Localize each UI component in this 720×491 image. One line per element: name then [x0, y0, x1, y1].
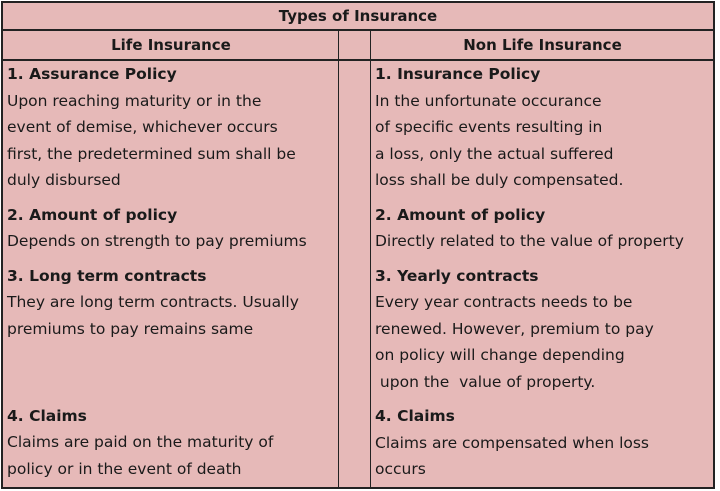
- section-text: Claims are compensated when loss: [375, 433, 650, 452]
- section-text: occurs: [375, 460, 426, 478]
- nonlife-column: [375, 61, 711, 491]
- section-heading: 2. Amount of policy: [7, 205, 178, 224]
- section-text: first, the predetermined sum shall be: [7, 144, 296, 163]
- section-text: premiums to pay remains same: [7, 319, 254, 338]
- nonlife-section-1: [375, 61, 711, 194]
- life-column: [7, 61, 335, 490]
- section-heading: 4. Claims: [375, 407, 455, 425]
- spacer: [7, 342, 335, 369]
- section-text: duly disbursed: [7, 171, 121, 189]
- section-text: renewed. However, premium to pay: [375, 319, 654, 338]
- section-heading: 1. Insurance Policy: [375, 65, 541, 83]
- section-text: Depends on strength to pay premiums: [7, 232, 307, 250]
- life-insurance-header: Life Insurance: [111, 36, 231, 54]
- section-text: of specific events resulting in: [375, 118, 603, 136]
- life-section-4: [7, 403, 335, 483]
- section-heading: 3. Long term contracts: [7, 266, 207, 285]
- section-text: In the unfortunate occurance: [375, 91, 602, 110]
- life-section-3: [7, 263, 335, 369]
- section-text: upon the value of property.: [375, 372, 596, 391]
- section-text: a loss, only the actual suffered: [375, 144, 614, 163]
- section-text: loss shall be duly compensated.: [375, 171, 624, 189]
- life-section-2: [7, 202, 335, 255]
- section-text: on policy will change depending: [375, 346, 625, 364]
- section-text: Claims are paid on the maturity of: [7, 433, 274, 451]
- section-text: Upon reaching maturity or in the: [7, 91, 262, 110]
- section-heading: 3. Yearly contracts: [375, 266, 539, 285]
- section-text: event of demise, whichever occurs: [7, 118, 278, 136]
- section-text: They are long term contracts. Usually: [7, 293, 299, 311]
- life-section-1: [7, 61, 335, 194]
- non-life-insurance-header: Non Life Insurance: [463, 36, 622, 54]
- column-divider-right: [370, 31, 371, 487]
- section-text: Directly related to the value of property: [375, 232, 684, 250]
- section-heading: 1. Assurance Policy: [7, 65, 177, 83]
- header-row: [3, 31, 713, 61]
- table-title: Types of Insurance: [3, 3, 713, 31]
- section-heading: 2. Amount of policy: [375, 205, 546, 224]
- insurance-table: [1, 1, 715, 489]
- section-heading: 4. Claims: [7, 406, 87, 425]
- nonlife-section-3: [375, 263, 711, 396]
- section-text: policy or in the event of death: [7, 459, 242, 478]
- nonlife-section-2: [375, 202, 711, 255]
- nonlife-section-4: [375, 403, 711, 483]
- column-divider-left: [338, 31, 339, 487]
- section-text: Every year contracts needs to be: [375, 293, 633, 311]
